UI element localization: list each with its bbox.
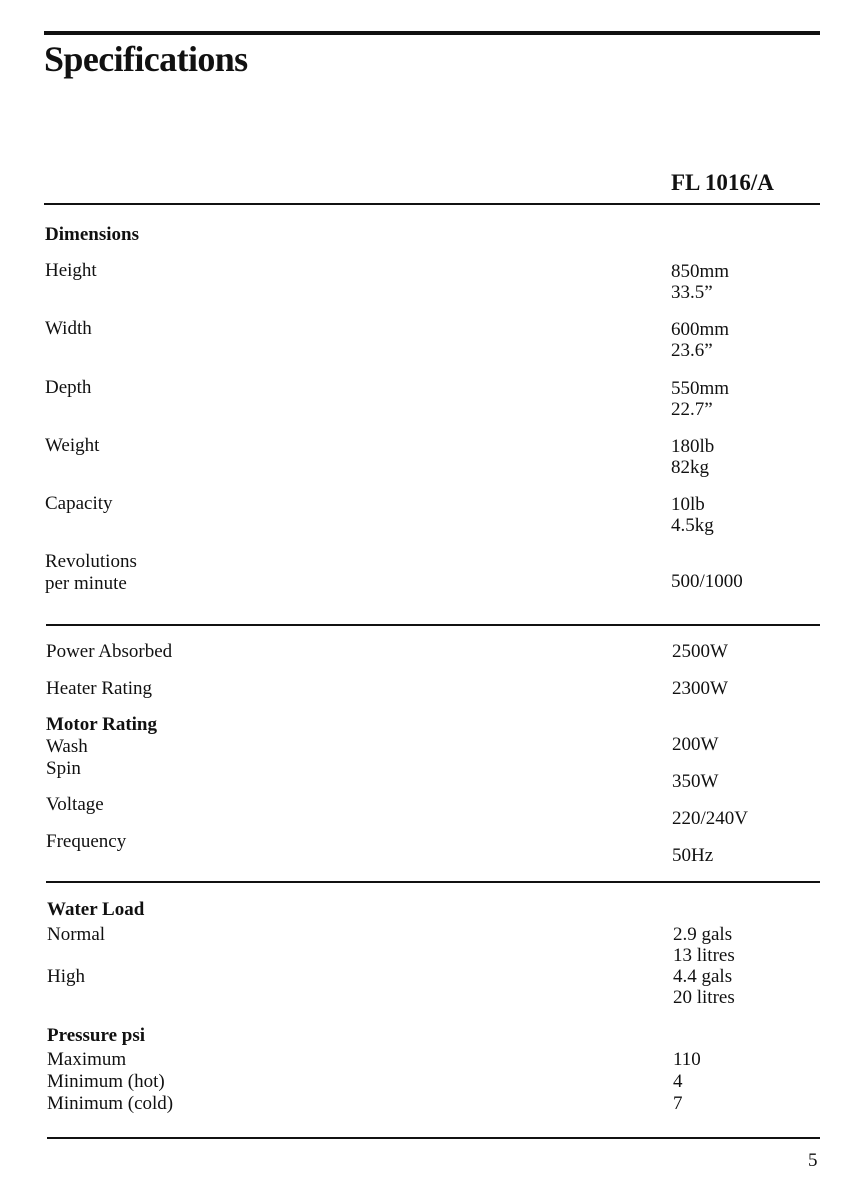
spec-value-line: 10lb bbox=[671, 494, 705, 515]
section-rule bbox=[46, 881, 820, 883]
spec-value-line: 600mm bbox=[671, 319, 730, 340]
spec-label-high: High bbox=[47, 966, 85, 987]
spec-label-rpm bbox=[45, 551, 137, 595]
spec-value-line: 180lb bbox=[671, 436, 715, 457]
spec-label-minimum-cold: Minimum (cold) bbox=[47, 1093, 174, 1114]
page-title: Specifications bbox=[44, 39, 248, 79]
spec-value-line: 33.5” bbox=[671, 282, 713, 303]
spec-label-width: Width bbox=[45, 318, 92, 339]
spec-label-wash: Wash bbox=[46, 736, 88, 757]
section-heading-dimensions: Dimensions bbox=[45, 224, 139, 245]
section-rule bbox=[46, 624, 820, 626]
spec-label-power-absorbed: Power Absorbed bbox=[46, 641, 173, 662]
spec-value-frequency: 50Hz bbox=[672, 845, 714, 866]
spec-value-line: 22.7” bbox=[671, 399, 713, 420]
spec-value-minimum-hot: 4 bbox=[673, 1071, 683, 1092]
spec-value-line: 850mm bbox=[671, 261, 730, 282]
spec-value-line: 2.9 gals bbox=[673, 924, 733, 945]
spec-value-voltage: 220/240V bbox=[672, 808, 748, 829]
spec-label-line: Revolutions bbox=[45, 551, 137, 572]
spec-value-line: 82kg bbox=[671, 457, 709, 478]
spec-value-high bbox=[673, 966, 735, 1008]
spec-value-power-absorbed: 2500W bbox=[672, 641, 728, 662]
spec-value-maximum: 110 bbox=[673, 1049, 701, 1070]
spec-value-depth bbox=[671, 378, 729, 420]
spec-label-voltage: Voltage bbox=[46, 794, 104, 815]
spec-label-spin: Spin bbox=[46, 758, 81, 779]
model-rule bbox=[44, 203, 820, 205]
spec-value-minimum-cold: 7 bbox=[673, 1093, 683, 1114]
spec-value-rpm: 500/1000 bbox=[671, 571, 743, 592]
spec-label-depth: Depth bbox=[45, 377, 92, 398]
spec-value-heater-rating: 2300W bbox=[672, 678, 728, 699]
spec-label-height: Height bbox=[45, 260, 97, 281]
spec-value-weight bbox=[671, 436, 714, 478]
top-rule bbox=[44, 31, 820, 35]
model-number: FL 1016/A bbox=[671, 170, 774, 195]
spec-label-weight: Weight bbox=[45, 435, 100, 456]
spec-value-line: 13 litres bbox=[673, 945, 735, 966]
spec-label-minimum-hot: Minimum (hot) bbox=[47, 1071, 165, 1092]
spec-value-line: 23.6” bbox=[671, 340, 713, 361]
page-number: 5 bbox=[808, 1150, 818, 1171]
spec-value-line: 4.4 gals bbox=[673, 966, 733, 987]
section-heading-water-load: Water Load bbox=[47, 899, 145, 920]
spec-value-wash: 200W bbox=[672, 734, 719, 755]
spec-value-line: 20 litres bbox=[673, 987, 735, 1008]
spec-label-maximum: Maximum bbox=[47, 1049, 127, 1070]
spec-value-line: 550mm bbox=[671, 378, 730, 399]
spec-value-width bbox=[671, 319, 729, 361]
bottom-rule bbox=[47, 1137, 820, 1139]
section-heading-pressure: Pressure psi bbox=[47, 1025, 145, 1046]
spec-label-line: per minute bbox=[45, 573, 127, 594]
spec-label-capacity: Capacity bbox=[45, 493, 113, 514]
spec-value-capacity bbox=[671, 494, 714, 536]
spec-value-line: 4.5kg bbox=[671, 515, 714, 536]
section-heading-motor-rating: Motor Rating bbox=[46, 714, 157, 735]
spec-label-normal: Normal bbox=[47, 924, 106, 945]
spec-value-height bbox=[671, 261, 729, 303]
spec-label-frequency: Frequency bbox=[46, 831, 127, 852]
spec-value-normal bbox=[673, 924, 735, 966]
spec-value-spin: 350W bbox=[672, 771, 719, 792]
spec-label-heater-rating: Heater Rating bbox=[46, 678, 153, 699]
